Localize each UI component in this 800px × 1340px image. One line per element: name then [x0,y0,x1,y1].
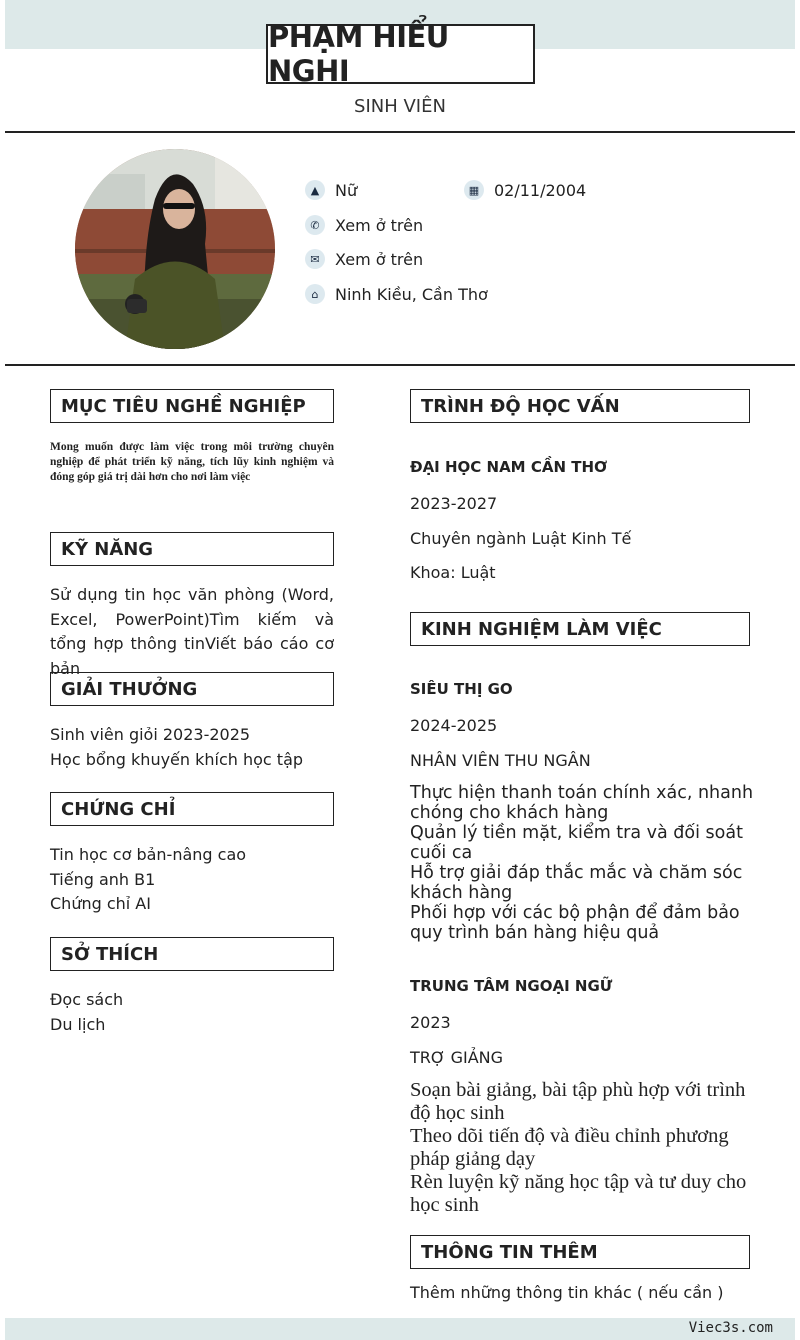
birthday-row [464,180,586,200]
experience-heading: KINH NGHIỆM LÀM VIỆC [410,612,750,646]
hobbies-list [50,988,334,1037]
job-duties [410,783,755,943]
calendar-icon: ▦ [464,180,484,200]
mail-icon: ✉ [305,249,325,269]
education-heading: TRÌNH ĐỘ HỌC VẤN [410,389,750,423]
list-item: Phối hợp với các bộ phận để đảm bảo quy trình bán hàng hiệu quả [410,903,740,943]
divider-top [5,131,795,133]
objective-heading: MỤC TIÊU NGHỀ NGHIỆP [50,389,334,423]
education-major: Chuyên ngành Luật Kinh Tế [410,529,632,548]
home-icon: ⌂ [305,284,325,304]
awards-list [50,723,334,772]
watermark: Viec3s.com [688,1320,773,1336]
phone-icon: ✆ [305,215,325,235]
education-faculty: Khoa: Luật [410,563,496,582]
list-item: Tin học cơ bản-nâng cao [50,845,247,864]
skills-heading: KỸ NĂNG [50,532,334,566]
list-item: Sinh viên giỏi 2023-2025 [50,725,251,744]
list-item: Rèn luyện kỹ năng học tập và tư duy cho học sinh [410,1171,747,1216]
gender-value: Nữ [335,180,358,200]
objective-text: Mong muốn được làm việc trong môi trường chuyên nghiệp để phát triển kỹ năng, tích lũy kinh nghiệm và đóng góp giá trị dài hơn cho nơi làm việc [50,441,334,483]
list-item: Quản lý tiền mặt, kiểm tra và đối soát cuối ca [410,823,743,863]
list-item: Du lịch [50,1014,106,1034]
job-position: TRỢ GIẢNG [410,1048,504,1067]
job-years: 2023 [410,1013,451,1032]
extra-text: Thêm những thông tin khác ( nếu cần ) [410,1283,724,1302]
list-item: Theo dõi tiến độ và điều chỉnh phương pháp giảng dạy [410,1125,729,1170]
school-name: ĐẠI HỌC NAM CẦN THƠ [410,458,608,476]
job-years: 2024-2025 [410,716,498,735]
certificates-list [50,843,334,917]
list-item: Chứng chỉ AI [50,894,151,913]
awards-heading: GIẢI THƯỞNG [50,672,334,706]
hobbies-heading: SỞ THÍCH [50,937,334,971]
education-years: 2023-2027 [410,494,498,513]
list-item: Soạn bài giảng, bài tập phù hợp với trình độ học sinh [410,1079,746,1124]
divider-middle [5,364,795,366]
avatar-photo [75,149,275,349]
phone-value: Xem ở trên [335,215,424,235]
list-item: Học bổng khuyến khích học tập [50,749,304,769]
list-item: Hỗ trợ giải đáp thắc mắc và chăm sóc khách hàng [410,863,743,903]
email-value: Xem ở trên [335,249,424,269]
skills-text: Sử dụng tin học văn phòng (Word, Excel, PowerPoint)Tìm kiếm và tổng hợp thông tinViết báo cáo cơ bản [50,585,334,678]
list-item: Tiếng anh B1 [50,869,156,889]
candidate-name: PHẠM HIỂU NGHI [266,24,535,84]
list-item: Đọc sách [50,990,124,1009]
gender-icon: ▲ [305,180,325,200]
email-row [305,249,423,269]
footer-band [5,1318,795,1340]
phone-row [305,215,423,235]
job-title: SINH VIÊN [354,96,446,117]
address-row [305,284,488,304]
birthday-value: 02/11/2004 [494,180,587,200]
job-position: NHÂN VIÊN THU NGÂN [410,751,591,770]
list-item: Thực hiện thanh toán chính xác, nhanh chóng cho khách hàng [410,783,754,823]
certificates-heading: CHỨNG CHỈ [50,792,334,826]
job-company: TRUNG TÂM NGOẠI NGỮ [410,977,613,995]
extra-heading: THÔNG TIN THÊM [410,1235,750,1269]
job-duties [410,1079,755,1217]
gender-row [305,180,357,200]
address-value: Ninh Kiều, Cần Thơ [335,284,488,304]
job-company: SIÊU THỊ GO [410,680,513,698]
